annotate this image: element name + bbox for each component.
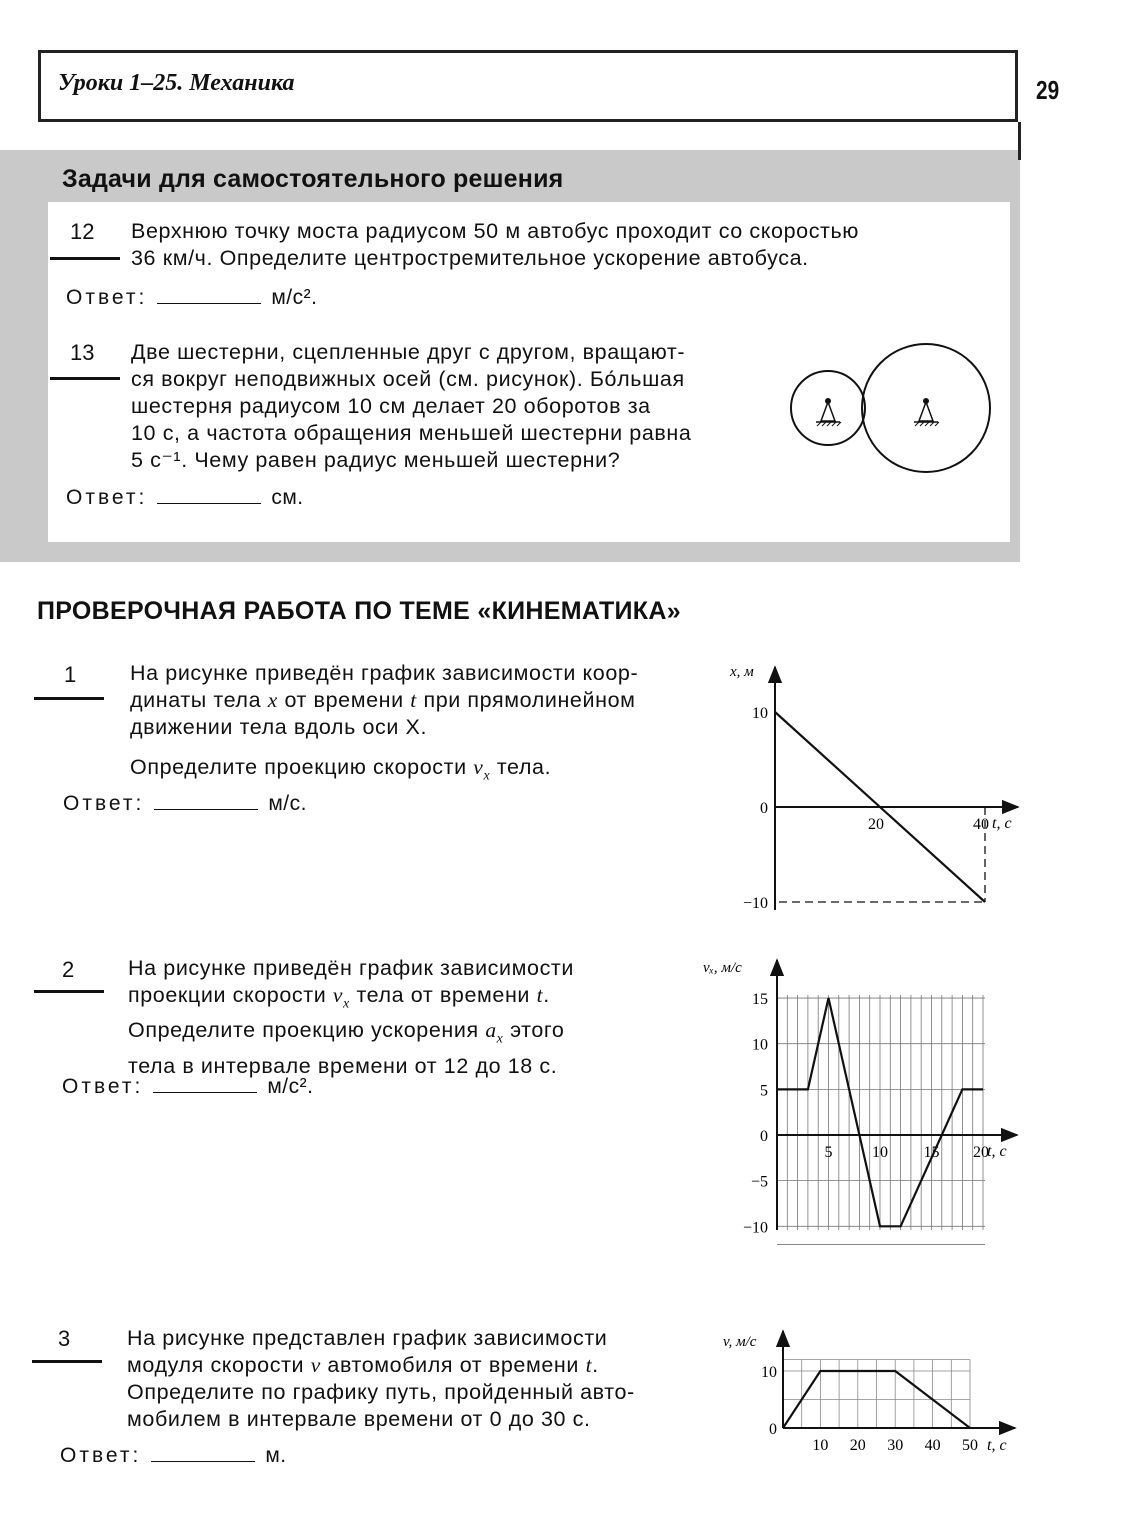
small-gear-axis	[816, 398, 841, 426]
task2-line3: Определите проекцию ускорения $a_x$ этого	[128, 1018, 565, 1047]
chart3-x-label: t, с	[987, 1437, 1007, 1454]
chart2-ytick-0: 0	[760, 1128, 768, 1145]
small-gear	[791, 371, 865, 445]
task3-text	[127, 1325, 699, 1433]
chart3-y-label: v, м/с	[723, 1334, 757, 1350]
task13-rule	[50, 377, 120, 380]
chart1-position-graph	[720, 655, 1030, 915]
chart3-xtick-20: 20	[849, 1437, 866, 1454]
chart2-ytick-5: 5	[760, 1082, 768, 1100]
task2-answer-blank[interactable]	[153, 1091, 257, 1093]
task13-answer-unit: см.	[271, 486, 304, 509]
task12-rule	[50, 257, 120, 260]
task3-answer-blank[interactable]	[151, 1460, 255, 1462]
chart3-speed-graph	[715, 1325, 1035, 1460]
chart2-y-label: vₓ, м/с	[703, 960, 742, 976]
task1-text	[130, 660, 715, 789]
task12-number: 12	[70, 219, 95, 244]
large-gear	[862, 344, 990, 472]
chart2-ytick--5: −5	[750, 1173, 768, 1191]
task13-line4: 10 с, а частота обращения меньшей шестерни равна	[131, 421, 692, 445]
task1-line1: На рисунке приведён график зависимости коор-	[130, 661, 639, 685]
task3-number: 3	[58, 1326, 71, 1351]
chart2-ytick--10: −10	[742, 1219, 768, 1237]
chart2-ytick-15: 15	[752, 991, 768, 1009]
chart3-xtick-50: 50	[962, 1437, 978, 1454]
task2-answer-unit: м/с².	[267, 1075, 314, 1098]
task13-number: 13	[70, 340, 95, 365]
chart1-ytick-10: 10	[752, 705, 768, 722]
task12-line2: 36 км/ч. Определите центростремительное ускорение автобуса.	[131, 246, 809, 270]
task3-line3: Определите по графику путь, пройденный авто-	[127, 1380, 635, 1404]
task2-number: 2	[62, 957, 75, 982]
task3-answer	[60, 1444, 287, 1468]
task13-text	[131, 339, 767, 474]
task1-line2: динаты тела x от времени t при прямолинейном	[130, 688, 636, 712]
task3-rule	[32, 1360, 102, 1363]
chart2-xtick-10: 10	[872, 1144, 888, 1161]
chart3-xtick-30: 30	[887, 1437, 904, 1454]
chart1-xtick-20: 20	[868, 816, 884, 833]
header-frame-tail	[1018, 122, 1021, 160]
task2-rule	[34, 990, 104, 993]
task13-answer-blank[interactable]	[157, 502, 261, 504]
task2-line4: тела в интервале времени от 12 до 18 с.	[128, 1053, 558, 1078]
task2-text	[128, 955, 640, 1080]
chart3-ytick-0: 0	[769, 1421, 777, 1438]
chart2-xtick-15: 15	[923, 1144, 940, 1161]
task3-line4: мобилем в интервале времени от 0 до 30 с.	[127, 1407, 591, 1431]
task2-answer	[62, 1075, 313, 1099]
header-title: Уроки 1–25. Механика	[58, 70, 295, 96]
chart3-xtick-10: 10	[812, 1437, 829, 1454]
chart2-xtick-20: 20	[973, 1144, 989, 1161]
task2-answer-label: Ответ:	[62, 1075, 144, 1098]
task1-rule	[34, 697, 104, 700]
gears-figure	[785, 335, 1000, 485]
task12-answer-unit: м/с².	[271, 286, 318, 309]
task13-answer	[66, 486, 304, 510]
chart1-ytick-0: 0	[760, 800, 768, 817]
task2-line1: На рисунке приведён график зависимости	[128, 956, 574, 980]
chart2-x-label: t, с	[987, 1143, 1007, 1160]
chart3-xtick-40: 40	[924, 1437, 941, 1454]
chart1-y-label: x, м	[730, 664, 754, 680]
task1-number: 1	[64, 662, 77, 687]
task2-line2: проекции скорости $v_x$ тела от времени t.	[128, 983, 550, 1012]
chart2-xtick-5: 5	[824, 1144, 833, 1161]
task13-line1: Две шестерни, сцепленные друг с другом, вращают-	[131, 340, 686, 364]
large-gear-axis	[914, 398, 939, 426]
task12-line1: Верхнюю точку моста радиусом 50 м автобус проходит со скоростью	[131, 219, 860, 243]
task3-answer-unit: м.	[265, 1444, 287, 1467]
self-study-title: Задачи для самостоятельного решения	[62, 165, 564, 193]
task1-answer-label: Ответ:	[63, 792, 145, 815]
chart1-xtick-40: 40	[973, 816, 989, 833]
chart1-x-label: t, с	[992, 815, 1012, 832]
task3-answer-label: Ответ:	[60, 1444, 142, 1467]
chart2-velocity-graph	[695, 950, 1025, 1250]
task12-answer	[66, 286, 317, 310]
task3-line2: модуля скорости v автомобиля от времени t.	[127, 1353, 599, 1377]
task12-text	[131, 218, 1001, 272]
task1-line4: Определите проекцию скорости $v_x$ тела.	[130, 755, 552, 784]
task13-line2: ся вокруг неподвижных осей (см. рисунок). Бо́льшая	[131, 367, 685, 391]
test-title: ПРОВЕРОЧНАЯ РАБОТА ПО ТЕМЕ «КИНЕМАТИКА»	[37, 597, 681, 625]
chart1-ytick--10: −10	[742, 895, 768, 912]
task13-line5: 5 с⁻¹. Чему равен радиус меньшей шестерни?	[131, 448, 621, 472]
task12-answer-blank[interactable]	[157, 302, 261, 304]
task1-answer-unit: м/с.	[268, 792, 307, 815]
task1-line3: движении тела вдоль оси X.	[130, 715, 428, 739]
chart3-ytick-10: 10	[761, 1364, 777, 1381]
task1-answer-blank[interactable]	[154, 808, 258, 810]
page-number: 29	[1036, 75, 1060, 105]
chart2-ytick-10: 10	[752, 1036, 768, 1054]
task1-answer	[63, 792, 307, 816]
task12-answer-label: Ответ:	[66, 286, 148, 309]
task3-line1: На рисунке представлен график зависимости	[127, 1326, 608, 1350]
task13-answer-label: Ответ:	[66, 486, 148, 509]
task13-line3: шестерня радиусом 10 см делает 20 оборотов за	[131, 394, 651, 418]
